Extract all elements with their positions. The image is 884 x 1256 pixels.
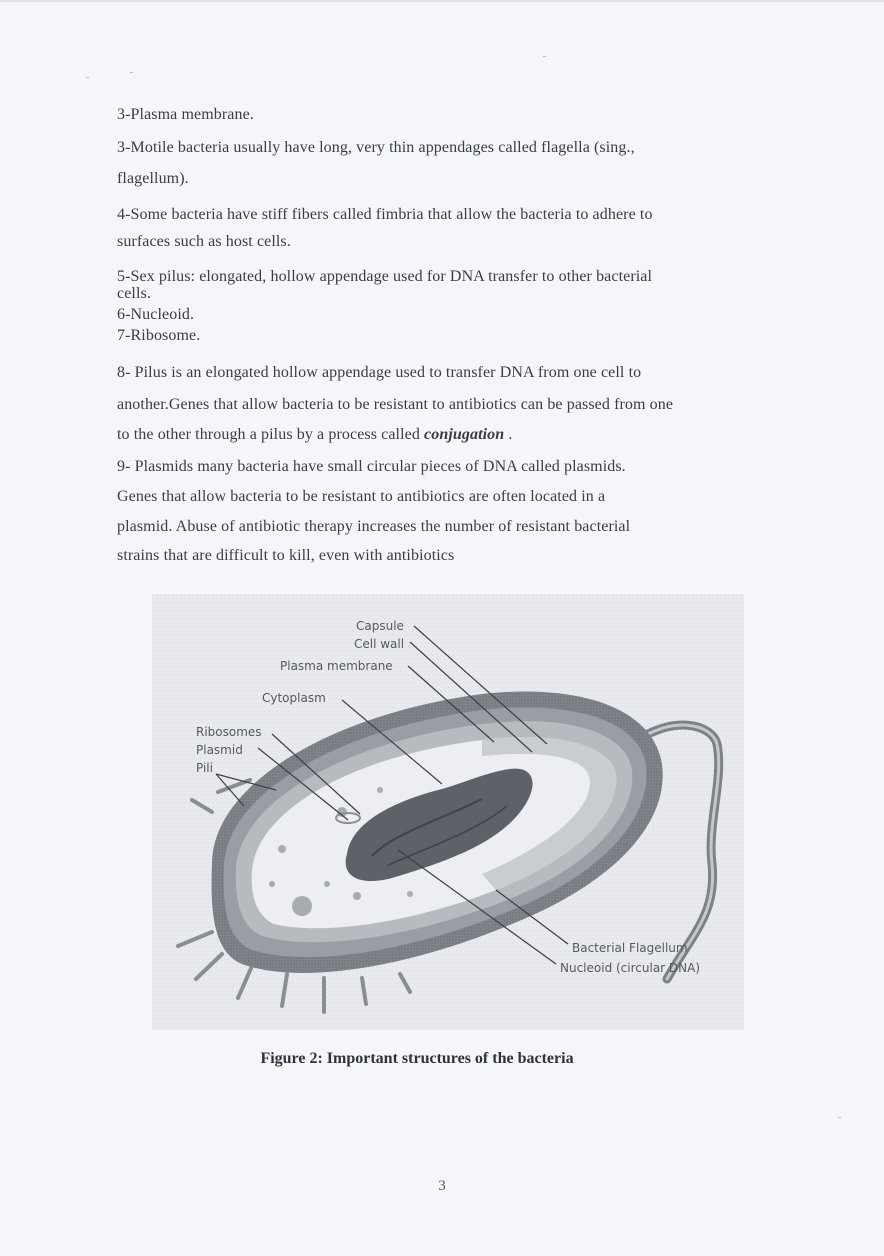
scan-speck: [130, 72, 133, 73]
scan-edge: [0, 0, 884, 2]
label-bacterial-flagellum: Bacterial Flagellum: [572, 941, 688, 955]
scan-speck: [543, 56, 546, 57]
figure-caption: [0, 1050, 884, 1068]
list-item-plasmids-line3: plasmid. Abuse of antibiotic therapy increases the number of resistant bacterial: [117, 518, 631, 535]
list-item-plasmids-line2: Genes that allow bacteria to be resistant to antibiotics are often located in a: [117, 488, 606, 505]
label-plasmid: Plasmid: [196, 743, 243, 757]
label-cytoplasm: Cytoplasm: [262, 691, 326, 705]
list-item-plasmids-line1: 9- Plasmids many bacteria have small circular pieces of DNA called plasmids.: [117, 458, 626, 475]
pilus-line3-text: to the other through a pilus by a process called: [117, 426, 425, 443]
list-item-fimbria-line2: surfaces such as host cells.: [117, 233, 291, 250]
list-item-nucleoid: 6-Nucleoid.: [117, 306, 195, 323]
list-item-plasma-membrane: 3-Plasma membrane.: [117, 106, 254, 123]
list-item-flagella-line1: 3-Motile bacteria usually have long, very thin appendages called flagella (sing.,: [117, 139, 635, 156]
scan-speck: [86, 77, 89, 78]
list-item-fimbria-line1: 4-Some bacteria have stiff fibers called fimbria that allow the bacteria to adhere to: [117, 206, 653, 223]
label-plasma-membrane: Plasma membrane: [280, 659, 393, 673]
bacteria-diagram: [152, 594, 744, 1030]
list-item-pilus-line3: [117, 426, 512, 444]
list-item-pilus-line1: 8- Pilus is an elongated hollow appendage used to transfer DNA from one cell to: [117, 364, 642, 381]
list-item-plasmids-line4: strains that are difficult to kill, even with antibiotics: [117, 547, 455, 564]
term-conjugation: conjugation: [424, 426, 505, 443]
list-item-flagella-line2: flagellum).: [117, 170, 189, 187]
list-item-ribosome: 7-Ribosome.: [117, 327, 201, 344]
bacteria-illustration: [152, 594, 744, 1030]
figure-caption-text: Figure 2: Important structures of the bacteria: [260, 1050, 574, 1067]
page-number: 3: [438, 1178, 446, 1194]
list-item-pilus-line2: another.Genes that allow bacteria to be resistant to antibiotics can be passed from one: [117, 396, 674, 413]
label-nucleoid: Nucleoid (circular DNA): [560, 961, 701, 975]
scan-speck: [838, 1117, 841, 1118]
label-cell-wall: Cell wall: [354, 637, 405, 651]
list-item-sex-pilus-line2: cells.: [117, 285, 151, 302]
label-ribosomes: Ribosomes: [196, 725, 262, 739]
label-capsule: Capsule: [356, 619, 404, 633]
pilus-line3-end: .: [504, 426, 513, 443]
label-pili: Pili: [196, 761, 213, 775]
list-item-sex-pilus-line1: 5-Sex pilus: elongated, hollow appendage used for DNA transfer to other bacterial: [117, 268, 653, 285]
